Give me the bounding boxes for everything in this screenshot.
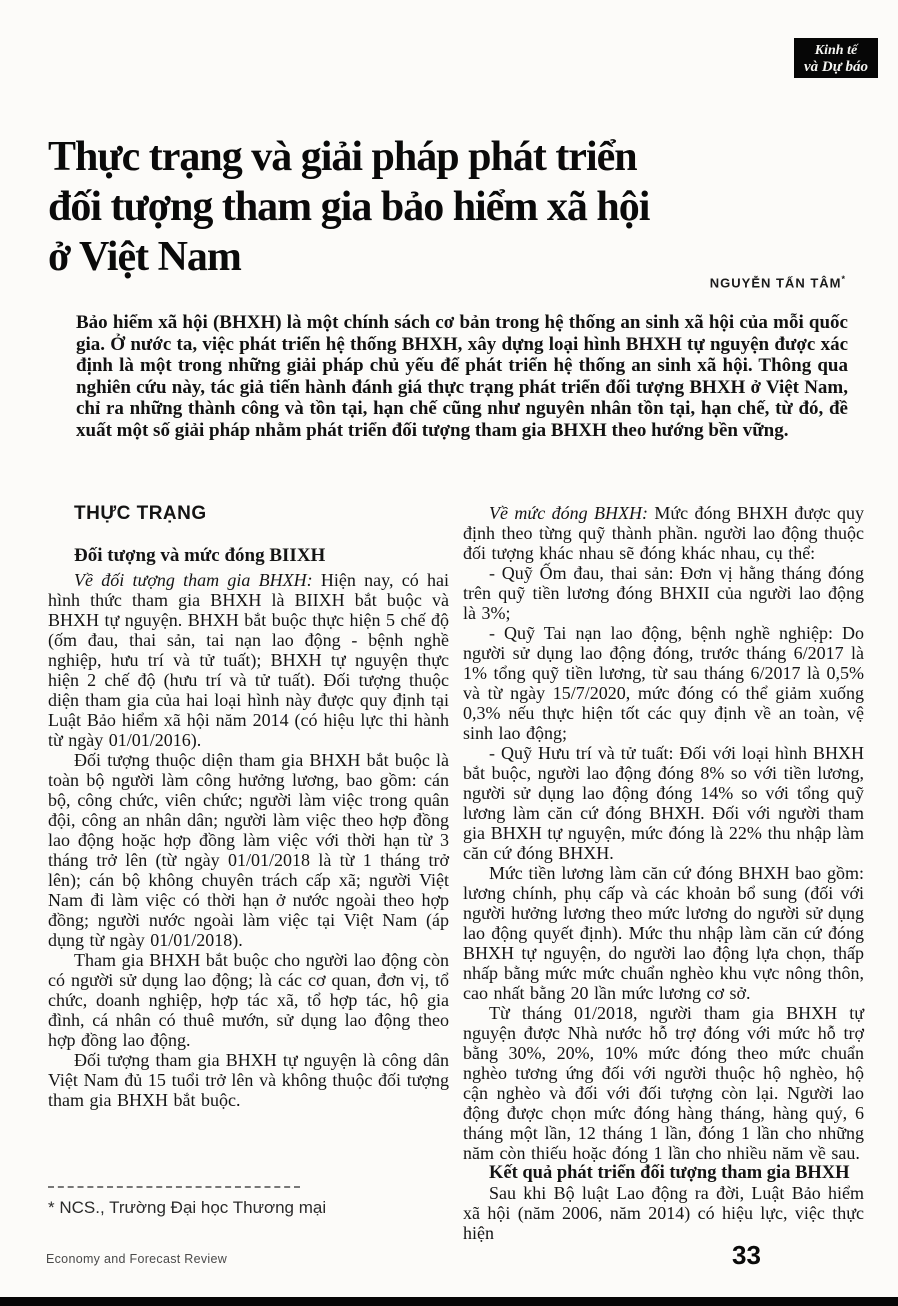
paragraph-text: Hiện nay, có hai hình thức tham gia BHXH là BIIXH bắt buộc và BHXH tự nguyện. BHXH bắt buộc thực hiện 5 chế độ (ốm đau, thai sản, tai nạn lao động - bệnh nghề nghiệp, hưu trí và tử tuất); BHXH tự nguyện thực hiện 2 chế độ (hưu trí và tử tuất). Đối tượng thuộc diện tham gia của hai loại hình này được quy định tại Luật Bảo hiểm xã hội năm 2014 (có hiệu lực thi hành từ ngày 01/01/2016). [48, 570, 449, 750]
author-footnote-mark: * [841, 274, 846, 284]
bullet-paragraph: - Quỹ Ốm đau, thai sản: Đơn vị hằng tháng đóng trên quỹ tiền lương đóng BHXII của người lao động là 3%; [463, 563, 864, 623]
paragraph: Tham gia BHXH bắt buộc cho người lao động còn có người sử dụng lao động; là các cơ quan, đơn vị, tổ chức, doanh nghiệp, hợp tác xã, tổ hợp tác, hộ gia đình, cá nhân có thuê mướn, sử dụng lao động theo hợp đồng lao động. [48, 950, 449, 1050]
sub-heading-ket-qua: Kết quả phát triển đối tượng tham gia BHXH [489, 1163, 850, 1183]
paragraph-text: Mức đóng BHXH được quy định theo từng quỹ thành phần. người lao động thuộc đối tượng khác nhau sẽ đóng khác nhau, cụ thể: [463, 503, 864, 563]
paragraph: Đối tượng tham gia BHXH tự nguyện là công dân Việt Nam đủ 15 tuổi trở lên và không thuộc đối tượng tham gia BHXH bắt buộc. [48, 1050, 449, 1110]
page-number: 33 [732, 1240, 761, 1270]
paragraph: Sau khi Bộ luật Lao động ra đời, Luật Bảo hiểm xã hội (năm 2006, năm 2014) có hiệu lực, việc thực hiện [463, 1183, 864, 1243]
paragraph: Mức tiền lương làm căn cứ đóng BHXH bao gồm: lương chính, phụ cấp và các khoản bổ sung (đối với người hưởng lương theo mức lương do người sử dụng lao động quyết định). Mức thu nhập làm căn cứ đóng BHXH tự nguyện, do người lao động lựa chọn, thấp nhấp bằng mức mức chuẩn nghèo khu vực nông thôn, cao nhất bằng 20 lần mức lương cơ sở. [463, 863, 864, 1003]
bullet-paragraph: - Quỹ Tai nạn lao động, bệnh nghề nghiệp: Do người sử dụng lao động đóng, trước tháng 6/2017 là 1% tổng quỹ tiền lương, từ sau tháng 6/2017 là 0,5% và từ ngày 15/7/2020, mức đóng có thể giảm xuống 0,3% nếu thực hiện tốt các quy định về an toàn, vệ sinh lao động; [463, 623, 864, 743]
abstract: Bảo hiểm xã hội (BHXH) là một chính sách cơ bản trong hệ thống an sinh xã hội của mỗi quốc gia. Ở nước ta, việc phát triển hệ thống BHXH, xây dựng loại hình BHXH tự nguyện được xác định là một trong những giải pháp chủ yếu để phát triển hệ thống an sinh xã hội. Thông qua nghiên cứu này, tác giả tiến hành đánh giá thực trạng phát triển đối tượng BHXH ở Việt Nam, chỉ ra những thành công và tồn tại, hạn chế cũng như nguyên nhân tồn tại, hạn chế, từ đó, đề xuất một số giải pháp nhằm phát triển đối tượng tham gia BHXH theo hướng bền vững. [76, 312, 848, 441]
article-title-line1: Thực trạng và giải pháp phát triển [48, 134, 637, 181]
sub-heading-doi-tuong-muc-dong: Đối tượng và mức đóng BIIXH [74, 545, 326, 566]
right-column [463, 503, 864, 1243]
paragraph [463, 503, 864, 563]
article-title-line2: đối tượng tham gia bảo hiểm xã hội [48, 184, 650, 231]
journal-logo-line1: Kinh tế [814, 43, 858, 58]
article-body [48, 503, 864, 1243]
left-column [48, 503, 449, 1243]
author-name: NGUYỄN TẤN TÂM [709, 275, 842, 291]
paragraph-lead-italic: Về mức đóng BHXH: [489, 503, 648, 523]
footnote-divider [48, 1186, 300, 1188]
bottom-rule-bar [0, 1297, 898, 1306]
article-title-line3: ở Việt Nam [48, 234, 241, 281]
footnote: * NCS., Trường Đại học Thương mại [48, 1198, 327, 1217]
article-title [48, 132, 828, 282]
paragraph: Từ tháng 01/2018, người tham gia BHXH tự nguyện được Nhà nước hỗ trợ đóng với mức hỗ trợ bằng 30%, 20%, 10% mức đóng theo mức chuẩn nghèo tương ứng đối với người thuộc hộ nghèo, hộ cận nghèo và đối với đối tượng còn lại. Người lao động được chọn mức đóng hàng tháng, hàng quý, 6 tháng một lần, 12 tháng 1 lần, đóng 1 lần cho những năm còn thiếu hoặc đóng 1 lần cho nhiều năm về sau. [463, 1003, 864, 1163]
section-heading-thuc-trang: THỰC TRẠNG [74, 503, 207, 524]
bullet-paragraph: - Quỹ Hưu trí và tử tuất: Đối với loại hình BHXH bắt buộc, người lao động đóng 8% so với tiền lương, người sử dụng lao động đóng 14% so với tổng quỹ lương làm căn cứ đóng BHXH. Đối với người tham gia BHXH tự nguyện, mức đóng là 22% thu nhập làm căn cứ đóng BHXH. [463, 743, 864, 863]
paragraph: Đối tượng thuộc diện tham gia BHXH bắt buộc là toàn bộ người làm công hưởng lương, bao gồm: cán bộ, công chức, viên chức; người làm việc trong quân đội, công an nhân dân; người làm việc theo hợp đồng lao động hoặc hợp đồng làm việc với thời hạn từ 3 tháng trở lên (từ ngày 01/01/2018 là từ 1 tháng trở lên); cán bộ không chuyên trách cấp xã; người Việt Nam đi làm việc có thời hạn ở nước ngoài theo hợp đồng; người nước ngoài làm việc tại Việt Nam (áp dụng từ ngày 01/01/2018). [48, 750, 449, 950]
paragraph [48, 570, 449, 750]
author-byline [710, 274, 846, 290]
journal-logo [794, 38, 878, 78]
paragraph-lead-italic: Về đối tượng tham gia BHXH: [74, 570, 313, 590]
footer-journal-name: Economy and Forecast Review [46, 1252, 228, 1266]
journal-logo-line2: và Dự báo [804, 59, 868, 75]
